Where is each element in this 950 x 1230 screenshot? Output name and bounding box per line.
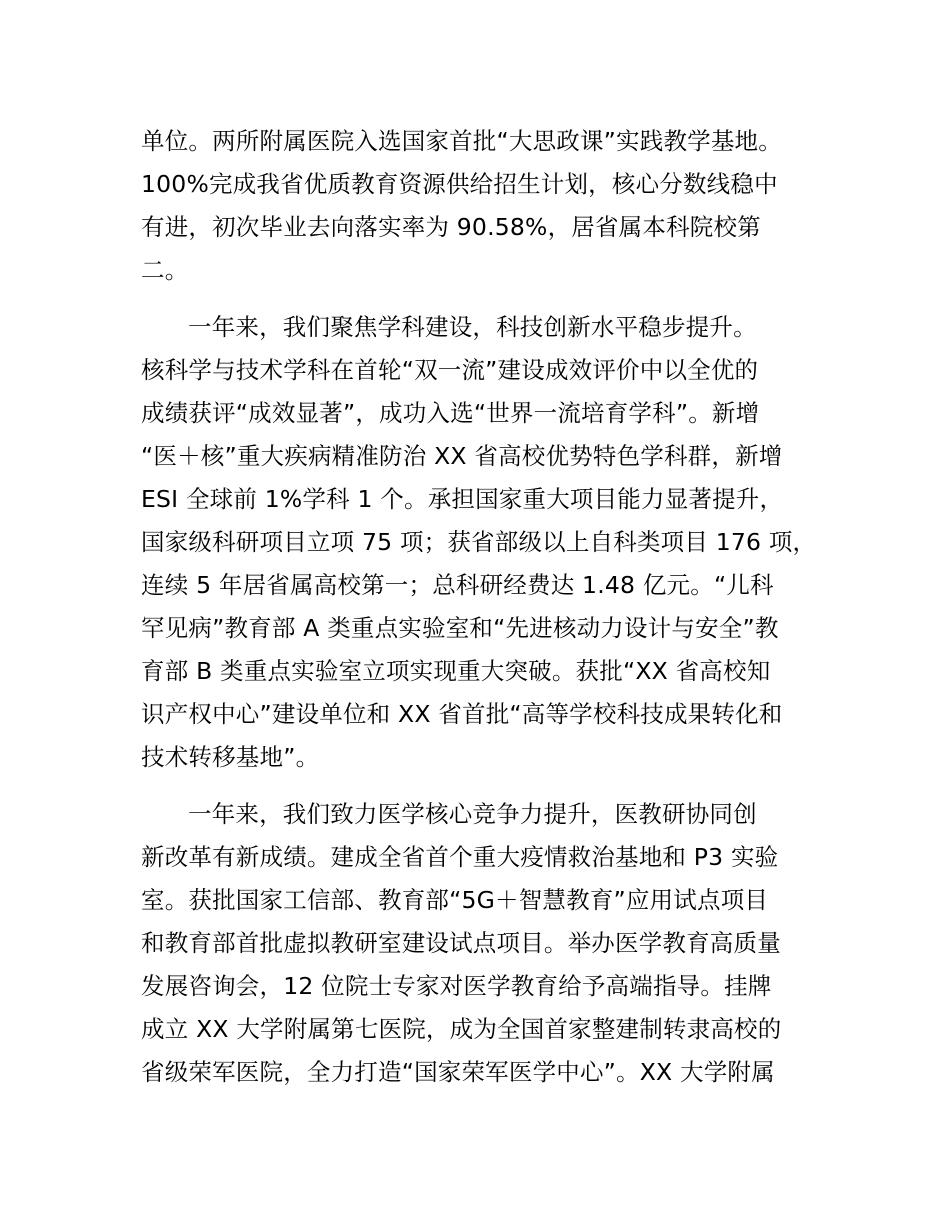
text-line: 单位。两所附属医院入选国家首批“大思政课”实践教学基地。: [141, 127, 782, 155]
paragraph-3: [141, 793, 831, 1094]
text-line: 育部 B 类重点实验室立项实现重大突破。获批“XX 省高校知: [141, 657, 771, 685]
text-line: 技术转移基地”。: [141, 743, 320, 771]
text-line: 一年来，我们聚焦学科建设，科技创新水平稳步提升。: [188, 313, 757, 341]
text-line: 识产权中心”建设单位和 XX 省首批“高等学校科技成果转化和: [141, 700, 783, 728]
text-line: 室。获批国家工信部、教育部“5G＋智慧教育”应用试点项目: [141, 886, 769, 914]
text-line: 核科学与技术学科在首轮“双一流”建设成效评价中以全优的: [141, 356, 759, 384]
text-line: 新改革有新成绩。建成全省首个重大疫情救治基地和 P3 实验: [141, 843, 779, 871]
paragraph-2: [141, 306, 831, 779]
text-line: 国家级科研项目立项 75 项；获省部级以上自科类项目 176 项，: [141, 528, 817, 556]
text-line: 连续 5 年居省属高校第一；总科研经费达 1.48 亿元。“儿科: [141, 571, 774, 599]
text-line: 二。: [141, 256, 189, 284]
document-page: [141, 120, 831, 1094]
paragraph-1: [141, 120, 831, 292]
text-line: ESI 全球前 1%学科 1 个。承担国家重大项目能力显著提升，: [141, 485, 784, 513]
text-line: “医＋核”重大疾病精准防治 XX 省高校优势特色学科群，新增: [141, 442, 783, 470]
text-line: 成绩获评“成效显著”，成功入选“世界一流培育学科”。新增: [141, 399, 760, 427]
text-line: 省级荣军医院，全力打造“国家荣军医学中心”。XX 大学附属: [141, 1058, 775, 1086]
text-line: 有进，初次毕业去向落实率为 90.58%，居省属本科院校第: [141, 213, 761, 241]
text-line: 100%完成我省优质教育资源供给招生计划，核心分数线稳中: [141, 170, 778, 198]
text-line: 发展咨询会，12 位院士专家对医学教育给予高端指导。挂牌: [141, 972, 772, 1000]
text-line: 成立 XX 大学附属第七医院，成为全国首家整建制转隶高校的: [141, 1015, 782, 1043]
text-line: 一年来，我们致力医学核心竞争力提升，医教研协同创: [188, 800, 757, 828]
text-line: 罕见病”教育部 A 类重点实验室和“先进核动力设计与安全”教: [141, 614, 779, 642]
text-line: 和教育部首批虚拟教研室建设试点项目。举办医学教育高质量: [141, 929, 781, 957]
